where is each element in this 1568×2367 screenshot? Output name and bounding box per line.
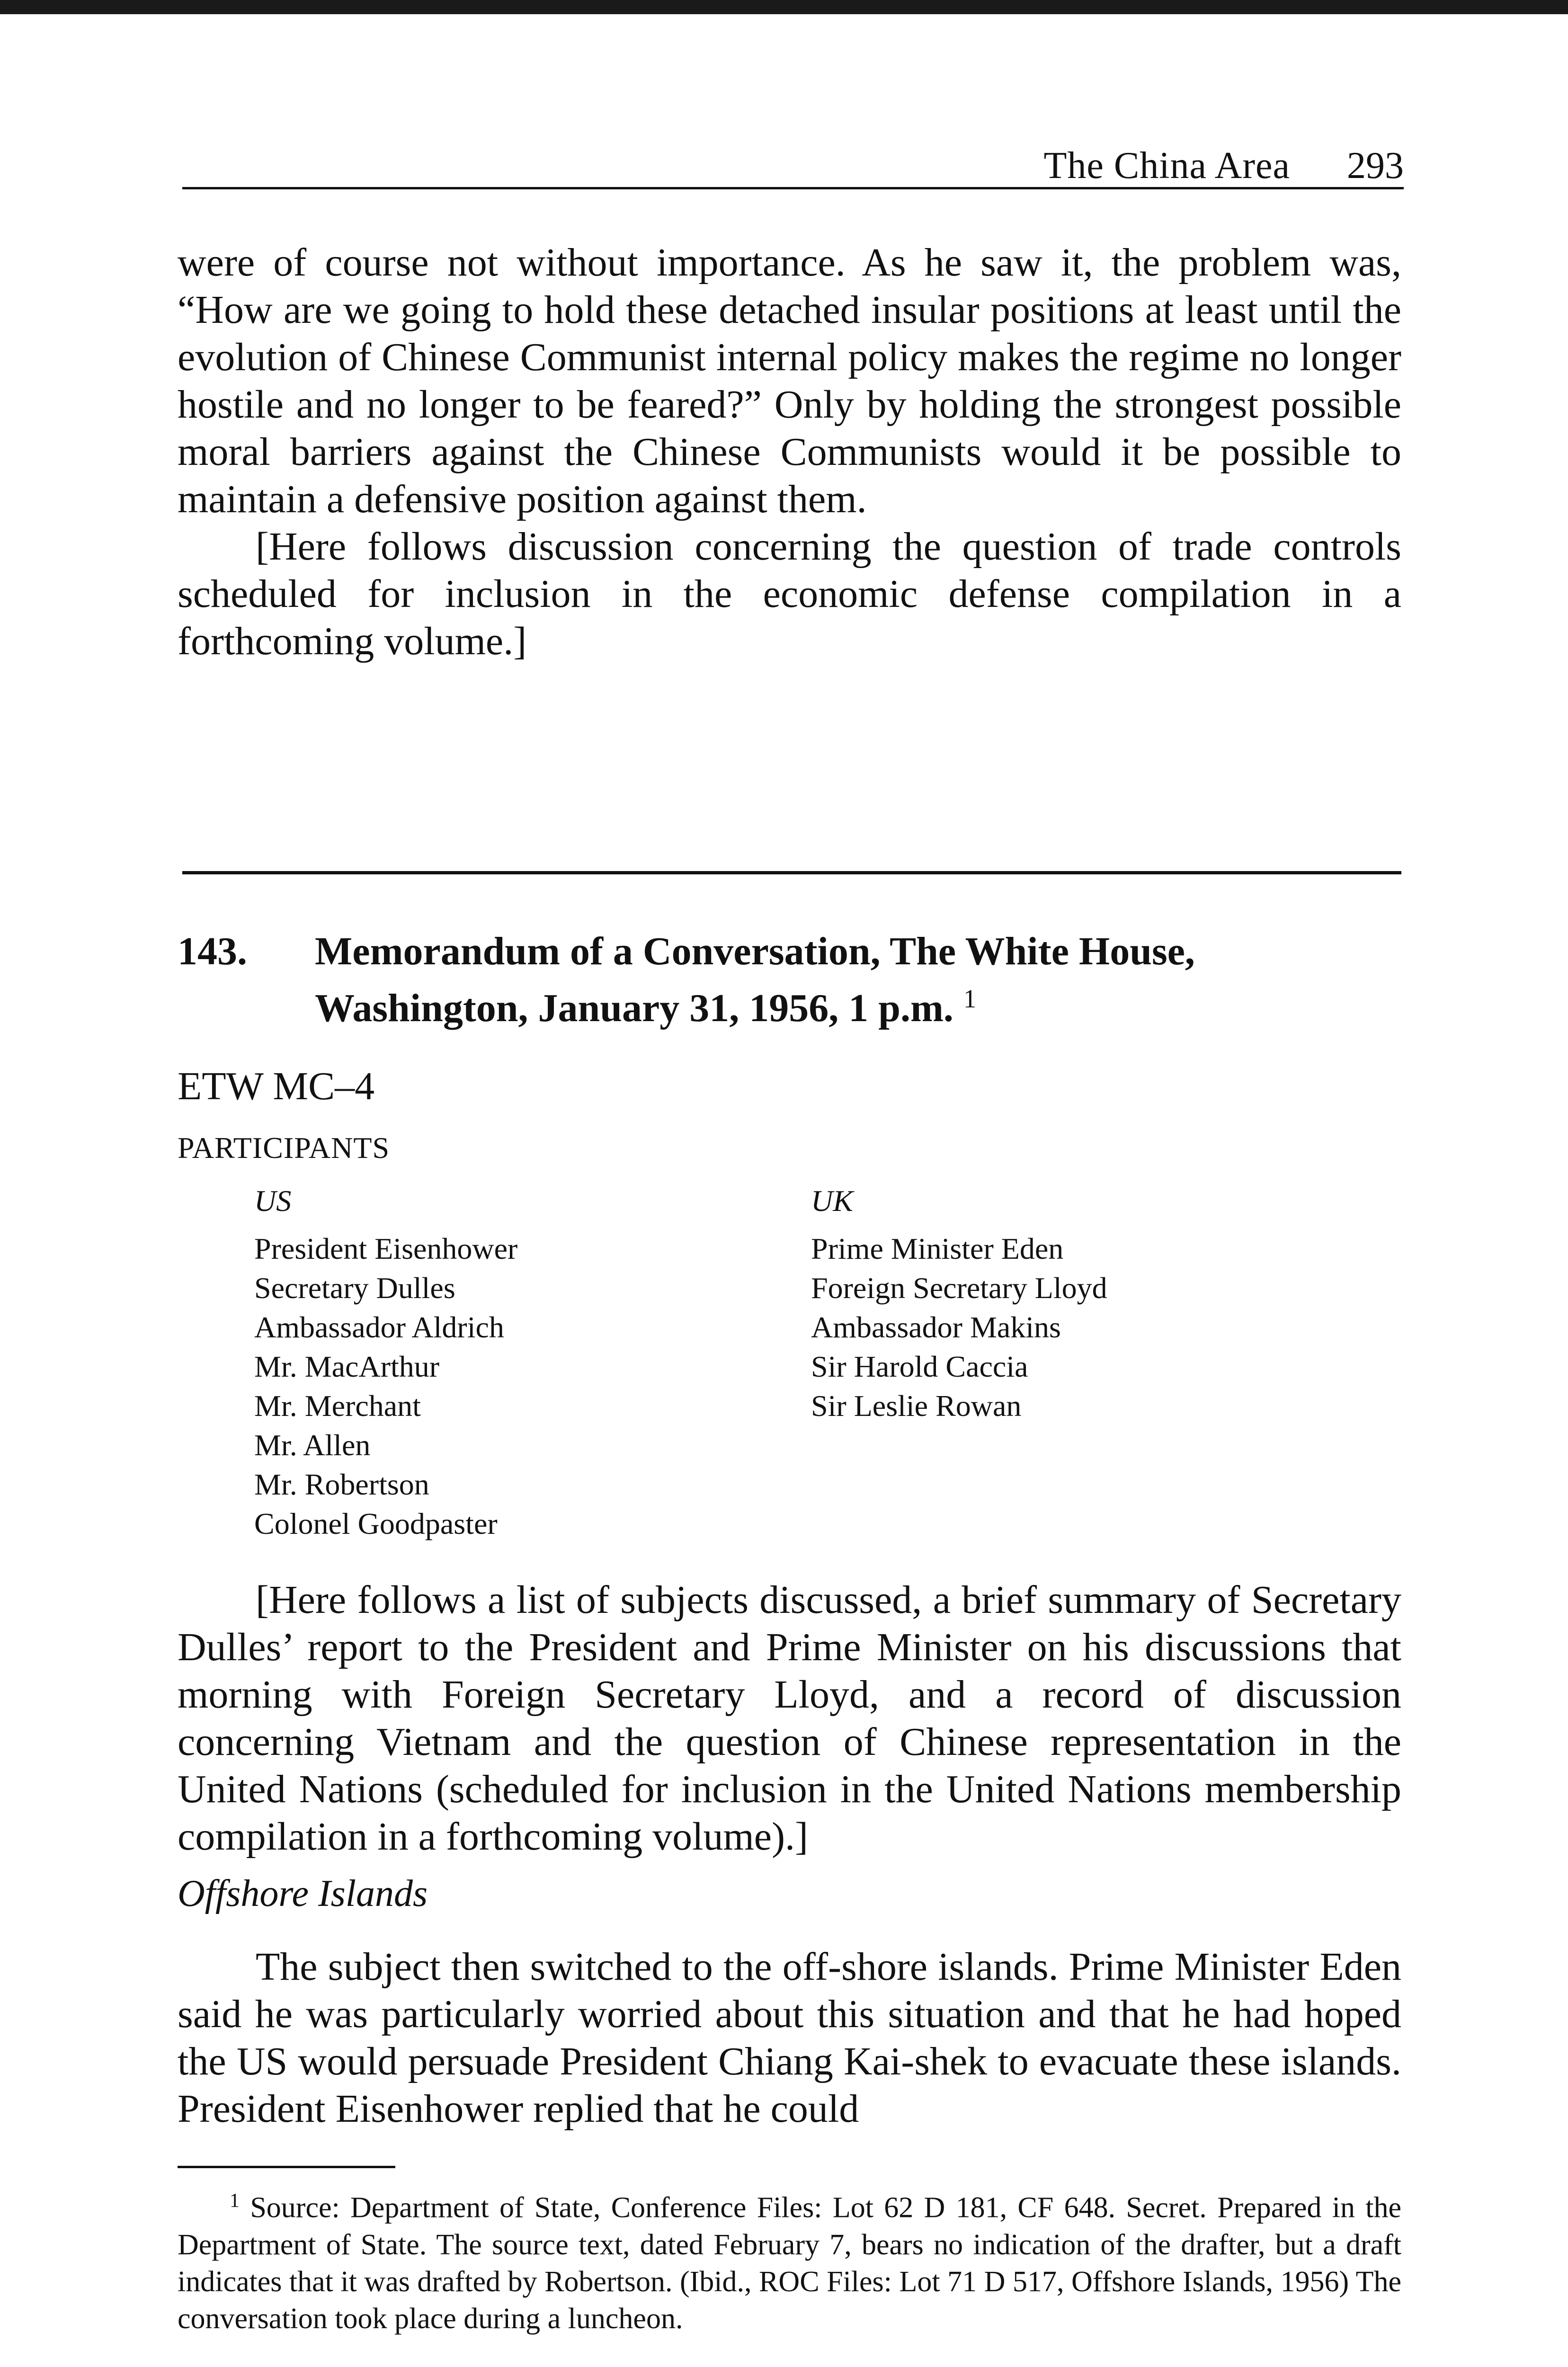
participant: Mr. Merchant — [254, 1389, 421, 1423]
document-title: Memorandum of a Conversation, The White House, Washington, January 31, 1956, 1 p.m. — [315, 929, 1195, 1030]
participant: Secretary Dulles — [254, 1271, 455, 1305]
opening-text — [178, 239, 1401, 665]
document-reference: ETW MC–4 — [178, 1064, 375, 1108]
participant: Sir Harold Caccia — [811, 1350, 1028, 1383]
participants-label: PARTICIPANTS — [178, 1131, 390, 1165]
footnote-divider — [178, 2166, 395, 2168]
participant: Colonel Goodpaster — [254, 1507, 498, 1540]
footnote — [178, 2182, 1401, 2337]
footnote-text: Source: Department of State, Conference Files: Lot 62 D 181, CF 648. Secret. Prepared in the Department of State. The source text, dated February 7, bears no indication of the drafter, but a draft indicates that it was drafted by Robertson. (Ibid., ROC Files: Lot 71 D 517, Offshore Islands, 1956) The conversation took place during a luncheon. — [178, 2191, 1401, 2335]
participant: Mr. Allen — [254, 1428, 371, 1462]
participant: Prime Minister Eden — [811, 1232, 1064, 1265]
trade-controls-note: [Here follows discussion concerning the question of trade controls scheduled for inclusion in the economic defense compilation in a forthcoming volume.] — [178, 525, 1401, 663]
uk-participants — [811, 1181, 1107, 1425]
participant: Ambassador Makins — [811, 1310, 1061, 1344]
section-divider — [182, 871, 1401, 874]
participant: Foreign Secretary Lloyd — [811, 1271, 1107, 1305]
running-head-title: The China Area — [1043, 145, 1290, 187]
document-title-wrap — [315, 928, 1401, 1032]
editorial-note-block — [178, 1576, 1401, 1860]
participant: Mr. MacArthur — [254, 1350, 440, 1383]
participant: Sir Leslie Rowan — [811, 1389, 1022, 1423]
footnote-marker: 1 — [230, 2190, 240, 2212]
section-subheading: Offshore Islands — [178, 1873, 428, 1914]
us-participants — [254, 1181, 517, 1543]
footnote-reference: 1 — [963, 984, 977, 1013]
offshore-islands-paragraph: The subject then switched to the off-shore islands. Prime Minister Eden said he was particularly worried about this situation and that he had hoped the US would persuade President Chiang Kai-shek to evacuate these islands. President Eisenhower replied that he could — [178, 1945, 1401, 2131]
participant: Ambassador Aldrich — [254, 1310, 504, 1344]
participant: President Eisenhower — [254, 1232, 518, 1265]
page-number: 293 — [1347, 145, 1404, 187]
uk-heading: UK — [811, 1184, 853, 1218]
offshore-islands-block — [178, 1943, 1401, 2133]
opening-paragraph: were of course not without importance. As he saw it, the problem was, “How are we going to hold these detached insular positions at least until the evolution of Chinese Communist internal policy makes the regime no longer hostile and no longer to be feared?” Only by holding the strongest possible moral barriers against the Chinese Communists would it be possible to maintain a defensive position against them. — [178, 240, 1401, 521]
editorial-note: [Here follows a list of subjects discussed, a brief summary of Secretary Dulles’ report to the President and Prime Minister on his discussions that morning with Foreign Secretary Lloyd, and a record of discussion concerning Vietnam and the question of Chinese representation in the United Nations (scheduled for inclusion in the United Nations membership compilation in a forthcoming volume).] — [178, 1578, 1401, 1859]
page-top-edge — [0, 0, 1568, 14]
us-heading: US — [254, 1184, 292, 1218]
document-number: 143. — [178, 929, 247, 973]
participant: Mr. Robertson — [254, 1468, 429, 1501]
running-head — [182, 140, 1404, 189]
